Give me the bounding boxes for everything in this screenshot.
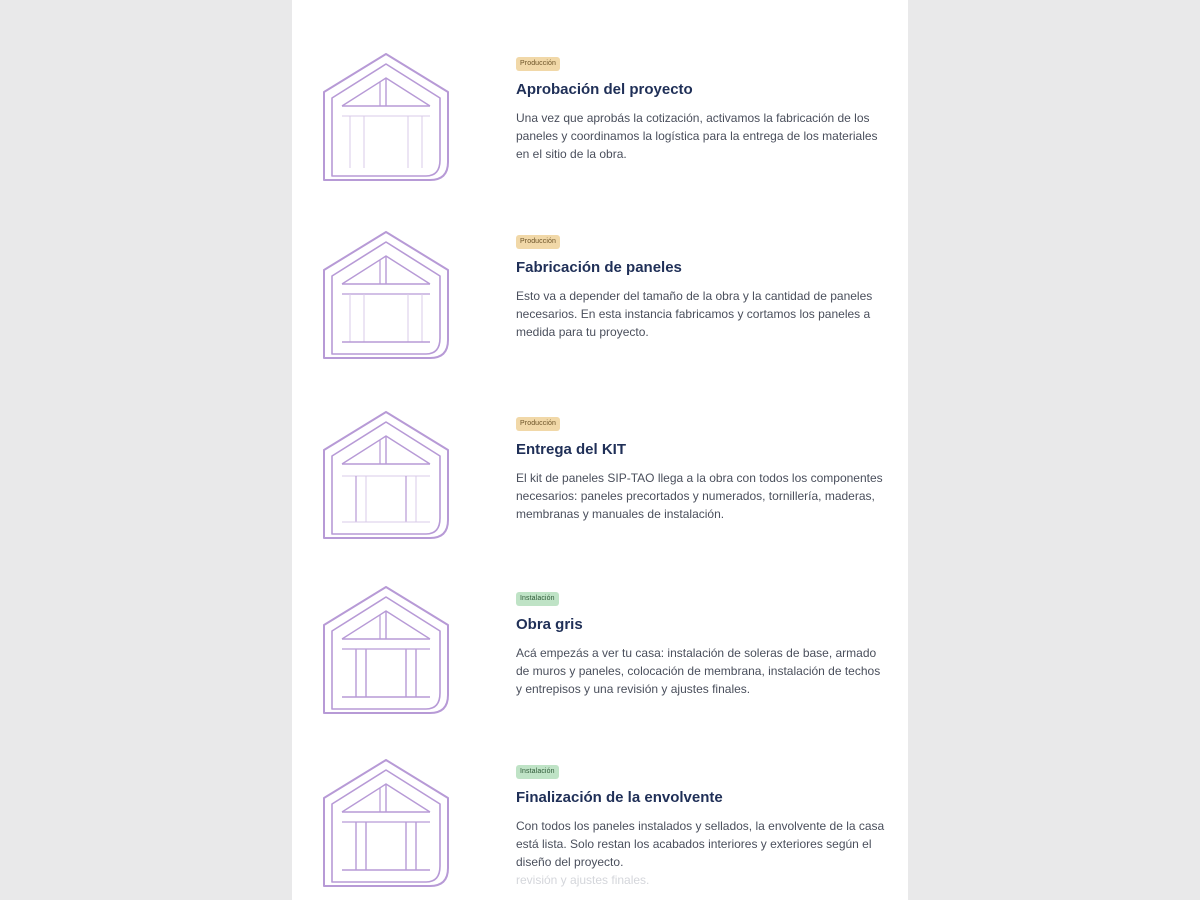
process-step <box>292 230 908 400</box>
step-content <box>516 52 886 163</box>
process-step <box>292 585 908 755</box>
step-content <box>516 760 886 889</box>
process-step <box>292 410 908 580</box>
step-title: Finalización de la envolvente <box>516 789 723 806</box>
step-title: Fabricación de paneles <box>516 259 682 276</box>
step-description: El kit de paneles SIP-TAO llega a la obra con todos los componentes necesarios: paneles precortados y numerados, tornillería, maderas, membranas y manuales de instalación. <box>516 471 883 521</box>
stage-badge: Producción <box>516 235 560 249</box>
house-frame-icon <box>322 585 450 717</box>
house-frame-icon <box>322 410 450 542</box>
stage-badge: Instalación <box>516 765 559 779</box>
stage-badge: Producción <box>516 417 560 431</box>
step-title: Obra gris <box>516 616 583 633</box>
step-description: Con todos los paneles instalados y sellados, la envolvente de la casa está lista. Solo restan los acabados interiores y exteriores según el diseño del proyecto. <box>516 819 885 869</box>
step-title: Aprobación del proyecto <box>516 81 693 98</box>
step-description: Una vez que aprobás la cotización, activamos la fabricación de los paneles y coordinamos la logística para la entrega de los materiales en el sitio de la obra. <box>516 111 878 161</box>
step-content <box>516 412 886 523</box>
process-step <box>292 758 908 900</box>
house-frame-icon <box>322 758 450 890</box>
house-frame-icon <box>322 52 450 184</box>
process-step <box>292 50 908 220</box>
stage-badge: Producción <box>516 57 560 71</box>
step-description: Acá empezás a ver tu casa: instalación de soleras de base, armado de muros y paneles, colocación de membrana, instalación de techos y entrepisos y una revisión y ajustes finales. <box>516 646 881 696</box>
step-title: Entrega del KIT <box>516 441 627 458</box>
step-content <box>516 587 886 698</box>
house-frame-icon <box>322 230 450 362</box>
ghost-text: revisión y ajustes finales. <box>516 873 650 887</box>
stage-badge: Instalación <box>516 592 559 606</box>
process-steps-page <box>292 0 908 900</box>
step-content <box>516 230 886 341</box>
step-description: Esto va a depender del tamaño de la obra y la cantidad de paneles necesarios. En esta instancia fabricamos y cortamos los paneles a medida para tu proyecto. <box>516 289 873 339</box>
